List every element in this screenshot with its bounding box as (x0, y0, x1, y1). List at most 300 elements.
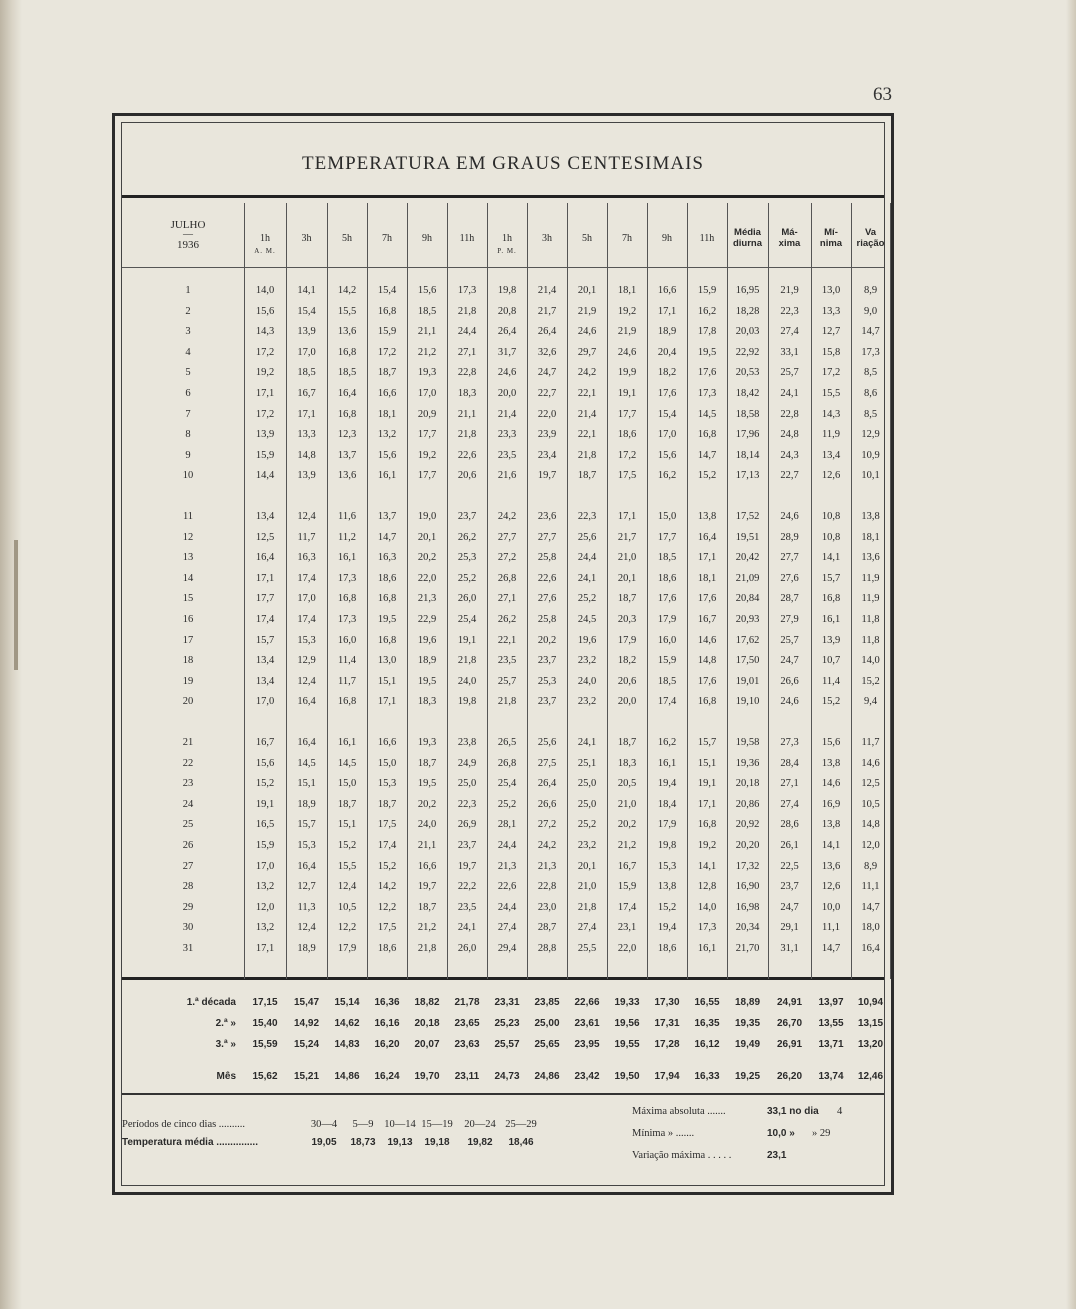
table-cell: 20,8 (497, 305, 517, 317)
table-cell: 17,1 (255, 943, 275, 954)
table-cell: 21,8 (497, 696, 517, 708)
table-cell: 22,1 (577, 388, 597, 399)
table-cell: 16,8 (821, 593, 841, 605)
column-header (851, 227, 890, 249)
table-cell: 22,7 (780, 470, 799, 482)
summary-cell: 21,78 (454, 997, 480, 1008)
table-cell: 16,4 (297, 696, 316, 708)
table-cell: 17,52 (735, 511, 760, 522)
table-cell: 13,6 (337, 470, 357, 482)
period-range: 10—14 (384, 1119, 416, 1130)
table-cell: 23,5 (457, 901, 477, 913)
table-cell: 23,8 (457, 737, 477, 748)
column-header-top: 1h (260, 233, 270, 244)
table-cell: 19,4 (657, 778, 677, 790)
table-cell: 17,6 (657, 388, 677, 399)
table-cell: 11,4 (822, 675, 840, 687)
table-cell: 16,8 (337, 593, 357, 605)
periods-label: Períodos de cinco dias .......... (122, 1119, 246, 1130)
summary-cell: 15,59 (252, 1039, 278, 1050)
table-cell: 18,0 (861, 922, 880, 934)
table-cell: 16,4 (297, 860, 316, 872)
table-cell: 22,6 (537, 572, 557, 584)
table-cell: 15,8 (821, 346, 841, 358)
summary-cell: 14,83 (334, 1039, 360, 1050)
table-cell: 8,9 (863, 860, 878, 872)
table-cell: 23,5 (497, 449, 517, 461)
summary-cell: 26,91 (776, 1039, 803, 1050)
table-cell: 17,9 (617, 634, 637, 646)
table-cell: 24,0 (577, 675, 597, 687)
table-cell: 15,6 (255, 757, 275, 769)
table-cell: 22,8 (780, 408, 799, 420)
table-cell: 25,7 (780, 367, 799, 379)
summary-cell: 25,00 (534, 1018, 560, 1029)
table-cell: 24,6 (577, 326, 597, 338)
table-cell: 21,6 (497, 470, 517, 482)
table-cell: 27,4 (577, 922, 597, 934)
table-cell: 18,5 (657, 675, 677, 687)
table-cell: 18,4 (657, 798, 677, 810)
table-cell: 31,7 (497, 346, 517, 358)
table-cell: 16,8 (377, 305, 397, 317)
table-cell: 12,7 (297, 881, 316, 893)
table-cell: 15,9 (255, 840, 275, 851)
table-cell: 10,9 (861, 449, 880, 461)
table-cell: 23,7 (780, 881, 799, 893)
summary-cell: 18,89 (734, 997, 761, 1008)
table-cell: 25,6 (577, 531, 597, 543)
table-cell: 19,8 (457, 696, 477, 708)
table-cell: 20,1 (577, 860, 597, 872)
table-cell: 26,4 (497, 326, 517, 338)
table-cell: 17,1 (617, 511, 637, 522)
table-cell: 13,0 (821, 285, 841, 296)
table-cell: 17,3 (457, 285, 477, 296)
rule-below-header (122, 267, 884, 268)
table-cell: 15,5 (337, 305, 357, 317)
table-cell: 25,0 (577, 798, 597, 810)
temperature-mean-value: 18,46 (508, 1137, 534, 1148)
summary-cell: 12,46 (857, 1071, 884, 1082)
table-cell: 19,2 (417, 449, 437, 461)
table-cell: 17,5 (617, 470, 637, 482)
column-header-top: 3h (542, 233, 552, 244)
summary-cell: 18,82 (414, 997, 440, 1008)
summary-cell: 19,70 (414, 1071, 440, 1082)
table-cell: 10,8 (821, 511, 841, 522)
summary-cell: 16,35 (694, 1018, 720, 1029)
table-cell: 28,4 (780, 757, 799, 769)
summary-cell: 16,20 (374, 1039, 400, 1050)
table-cell: 28,7 (537, 922, 557, 934)
table-cell: 19,36 (735, 757, 760, 769)
table-cell: 17,4 (297, 614, 316, 625)
table-cell: 20,4 (657, 346, 677, 358)
table-cell: 16,7 (297, 388, 316, 399)
table-cell: 12,7 (821, 326, 841, 338)
table-cell: 13,0 (377, 655, 397, 667)
table-cell: 15,7 (255, 634, 275, 646)
table-cell: 22,2 (457, 881, 477, 893)
table-cell: 24,4 (497, 901, 517, 913)
table-cell: 17,9 (657, 614, 677, 625)
table-cell: 14,1 (821, 552, 841, 564)
day-label: 8 (185, 429, 191, 441)
table-cell: 26,4 (537, 778, 557, 790)
table-cell: 16,1 (697, 943, 717, 954)
summary-cell: 23,85 (534, 997, 560, 1008)
table-cell: 22,0 (617, 943, 637, 954)
table-cell: 14,2 (337, 285, 357, 296)
table-cell: 20,2 (417, 552, 437, 564)
day-label: 10 (182, 470, 194, 482)
table-cell: 26,8 (497, 572, 517, 584)
table-cell: 17,1 (697, 552, 717, 564)
table-cell: 24,9 (457, 757, 477, 769)
table-cell: 11,2 (338, 531, 356, 543)
table-cell: 13,8 (657, 881, 677, 893)
table-cell: 20,5 (617, 778, 637, 790)
table-cell: 16,2 (697, 305, 717, 317)
table-cell: 27,7 (780, 552, 799, 564)
table-cell: 21,3 (537, 860, 557, 872)
table-cell: 24,1 (577, 572, 597, 584)
table-cell: 27,5 (537, 757, 557, 769)
table-cell: 13,3 (821, 305, 841, 317)
table-cell: 15,6 (657, 449, 677, 461)
column-divider (890, 203, 891, 979)
table-cell: 12,2 (337, 922, 357, 934)
table-cell: 25,2 (577, 819, 597, 831)
period-range: 30—4 (310, 1119, 338, 1130)
table-cell: 23,7 (537, 655, 557, 667)
table-cell: 19,5 (417, 778, 437, 790)
table-cell: 18,7 (377, 798, 397, 810)
temperature-mean-label: Temperatura média ............... (122, 1137, 258, 1148)
table-cell: 15,5 (337, 860, 357, 872)
table-cell: 23,2 (577, 655, 597, 667)
table-cell: 24,6 (617, 346, 637, 358)
table-cell: 21,1 (417, 840, 437, 851)
summary-cell: 23,42 (574, 1071, 600, 1082)
summary-cell: 23,95 (574, 1039, 600, 1050)
table-cell: 16,7 (255, 737, 275, 748)
table-cell: 11,8 (861, 634, 880, 646)
table-cell: 24,4 (497, 840, 517, 851)
table-cell: 19,3 (417, 737, 437, 748)
summary-cell: 22,66 (574, 997, 600, 1008)
min-label: Mínima » ....... (632, 1128, 695, 1139)
table-cell: 18,7 (577, 470, 597, 482)
table-cell: 21,8 (457, 429, 477, 441)
table-cell: 9,0 (863, 305, 878, 317)
table-cell: 15,1 (377, 675, 397, 687)
table-cell: 18,14 (735, 449, 760, 461)
table-cell: 15,4 (657, 408, 677, 420)
temperature-mean-value: 19,82 (467, 1137, 493, 1148)
table-cell: 27,2 (497, 552, 517, 564)
variation-label: Variação máxima . . . . . (632, 1150, 732, 1161)
table-cell: 19,3 (417, 367, 437, 379)
table-cell: 25,0 (457, 778, 477, 790)
table-cell: 26,9 (457, 819, 477, 831)
table-cell: 14,3 (255, 326, 275, 338)
table-cell: 16,8 (697, 819, 717, 831)
day-label: 14 (182, 572, 194, 584)
column-header (811, 227, 851, 249)
table-cell: 19,01 (735, 675, 760, 687)
table-cell: 16,4 (337, 388, 357, 399)
summary-cell: 16,12 (694, 1039, 720, 1050)
table-cell: 16,4 (861, 943, 880, 954)
summary-cell: 23,65 (454, 1018, 480, 1029)
table-cell: 16,6 (377, 388, 397, 399)
day-label: 4 (185, 346, 191, 358)
table-cell: 24,6 (780, 511, 799, 522)
table-cell: 21,8 (457, 305, 477, 317)
table-cell: 17,3 (337, 572, 357, 584)
table-cell: 13,6 (861, 552, 880, 564)
table-cell: 21,2 (417, 922, 437, 934)
table-cell: 17,7 (417, 429, 437, 441)
table-cell: 14,7 (697, 449, 717, 461)
table-cell: 13,7 (377, 511, 397, 522)
table-cell: 17,5 (377, 819, 397, 831)
table-cell: 27,6 (780, 572, 799, 584)
column-header-top: Va (864, 227, 877, 238)
table-cell: 22,92 (735, 346, 760, 358)
table-cell: 26,1 (780, 840, 799, 851)
summary-cell: 24,91 (776, 997, 803, 1008)
table-cell: 15,3 (377, 778, 397, 790)
table-cell: 13,4 (255, 511, 275, 522)
summary-cell: 23,63 (454, 1039, 480, 1050)
table-cell: 23,2 (577, 696, 597, 708)
table-cell: 24,4 (457, 326, 477, 338)
table-cell: 14,7 (861, 901, 880, 913)
table-cell: 14,8 (697, 655, 717, 667)
table-cell: 20,03 (735, 326, 760, 338)
table-cell: 24,2 (577, 367, 597, 379)
table-cell: 18,6 (657, 572, 677, 584)
table-cell: 24,4 (577, 552, 597, 564)
table-cell: 20,2 (617, 819, 637, 831)
table-cell: 26,6 (537, 798, 557, 810)
table-cell: 15,2 (255, 778, 275, 790)
summary-cell: 13,71 (818, 1039, 844, 1050)
table-cell: 12,9 (297, 655, 316, 667)
table-cell: 26,2 (497, 614, 517, 625)
table-cell: 17,1 (255, 388, 275, 399)
table-cell: 13,9 (297, 470, 316, 482)
table-cell: 16,7 (617, 860, 637, 872)
table-cell: 28,8 (537, 943, 557, 954)
table-cell: 26,0 (457, 943, 477, 954)
table-cell: 27,2 (537, 819, 557, 831)
column-header-top: 7h (622, 233, 632, 244)
day-label: 3 (185, 326, 191, 338)
table-cell: 12,4 (297, 675, 316, 687)
summary-cell: 17,94 (654, 1071, 680, 1082)
table-cell: 16,8 (377, 593, 397, 605)
table-cell: 18,5 (657, 552, 677, 564)
table-cell: 24,0 (417, 819, 437, 831)
day-label: 6 (185, 388, 191, 399)
day-label: 1 (185, 285, 191, 296)
table-cell: 13,3 (297, 429, 316, 441)
table-cell: 20,18 (735, 778, 760, 790)
summary-cell: 19,49 (734, 1039, 761, 1050)
table-cell: 24,3 (780, 449, 799, 461)
table-cell: 25,2 (497, 798, 517, 810)
table-cell: 10,8 (821, 531, 841, 543)
table-cell: 16,1 (377, 470, 397, 482)
table-cell: 27,4 (780, 798, 799, 810)
table-cell: 17,4 (657, 696, 677, 708)
table-cell: 15,1 (337, 819, 357, 831)
day-label: 26 (182, 840, 194, 851)
table-cell: 11,6 (338, 511, 356, 522)
summary-cell: 24,73 (494, 1071, 520, 1082)
table-cell: 26,8 (497, 757, 517, 769)
table-cell: 20,0 (617, 696, 637, 708)
table-cell: 16,7 (697, 614, 717, 625)
book-edge-right (1066, 0, 1076, 1309)
table-cell: 18,3 (457, 388, 477, 399)
table-cell: 16,3 (297, 552, 316, 564)
table-cell: 17,9 (657, 819, 677, 831)
rule-below-title (122, 195, 884, 198)
table-cell: 17,0 (255, 696, 275, 708)
table-cell: 16,1 (821, 614, 841, 625)
table-cell: 27,1 (497, 593, 517, 605)
table-cell: 11,7 (861, 737, 880, 748)
table-cell: 14,5 (337, 757, 357, 769)
column-header-top: 9h (662, 233, 672, 244)
table-cell: 27,4 (780, 326, 799, 338)
table-cell: 16,5 (255, 819, 275, 831)
day-label: 16 (182, 614, 194, 625)
table-cell: 23,0 (537, 901, 557, 913)
summary-cell: 23,11 (454, 1071, 480, 1082)
table-cell: 28,1 (497, 819, 517, 831)
table-cell: 13,8 (821, 819, 841, 831)
table-cell: 21,1 (417, 326, 437, 338)
table-cell: 27,7 (497, 531, 517, 543)
column-header-sub: xima (778, 238, 801, 249)
table-cell: 18,5 (337, 367, 357, 379)
table-cell: 14,1 (297, 285, 316, 296)
table-cell: 13,7 (337, 449, 357, 461)
table-cell: 17,50 (735, 655, 760, 667)
table-cell: 15,2 (377, 860, 397, 872)
table-cell: 19,4 (657, 922, 677, 934)
table-cell: 17,6 (697, 593, 717, 605)
table-cell: 21,8 (457, 655, 477, 667)
column-header-sub: nima (819, 238, 843, 249)
table-cell: 22,3 (577, 511, 597, 522)
table-cell: 25,2 (457, 572, 477, 584)
table-cell: 20,34 (735, 922, 760, 934)
summary-label: Mês (216, 1071, 236, 1082)
table-cell: 15,5 (821, 388, 841, 399)
summary-cell: 13,55 (818, 1018, 844, 1029)
table-cell: 11,7 (297, 531, 316, 543)
table-cell: 24,0 (457, 675, 477, 687)
summary-cell: 16,36 (374, 997, 400, 1008)
table-cell: 20,6 (617, 675, 637, 687)
table-cell: 16,4 (255, 552, 275, 564)
table-cell: 33,1 (780, 346, 799, 358)
table-cell: 15,2 (861, 675, 880, 687)
table-cell: 15,2 (337, 840, 357, 851)
period-range: 5—9 (352, 1119, 374, 1130)
table-cell: 15,7 (697, 737, 717, 748)
day-label: 29 (182, 901, 194, 913)
table-cell: 15,3 (297, 634, 316, 646)
header-dash: — (183, 229, 193, 240)
table-cell: 14,6 (697, 634, 717, 646)
table-cell: 17,2 (821, 367, 841, 379)
table-cell: 17,4 (617, 901, 637, 913)
summary-cell: 13,74 (818, 1071, 844, 1082)
table-cell: 21,0 (617, 798, 637, 810)
table-cell: 19,7 (417, 881, 437, 893)
table-cell: 17,4 (377, 840, 397, 851)
table-cell: 21,4 (577, 408, 597, 420)
table-cell: 18,2 (657, 367, 677, 379)
table-cell: 16,0 (657, 634, 677, 646)
table-inner-frame (121, 122, 885, 1186)
table-cell: 17,2 (377, 346, 397, 358)
table-cell: 17,6 (697, 675, 717, 687)
table-cell: 21,8 (417, 943, 437, 954)
table-cell: 16,4 (697, 531, 717, 543)
table-cell: 17,0 (657, 429, 677, 441)
table-cell: 17,1 (255, 572, 275, 584)
summary-cell: 19,33 (614, 997, 640, 1008)
max-absolute-day: 4 (837, 1106, 843, 1117)
column-header (567, 233, 607, 245)
column-header-sub: A. M. (254, 247, 276, 255)
table-cell: 28,9 (780, 531, 799, 543)
summary-cell: 20,18 (414, 1018, 440, 1029)
rule-above-footer (122, 1093, 884, 1095)
day-label: 17 (182, 634, 194, 646)
table-cell: 18,5 (297, 367, 316, 379)
table-cell: 10,0 (821, 901, 841, 913)
summary-label: 2.ª » (215, 1018, 236, 1029)
column-header-sub: riação (856, 238, 885, 249)
summary-cell: 20,07 (414, 1039, 440, 1050)
table-cell: 21,70 (735, 943, 760, 954)
table-cell: 21,0 (617, 552, 637, 564)
table-cell: 26,0 (457, 593, 477, 605)
column-header (768, 227, 811, 249)
table-cell: 13,2 (255, 922, 275, 934)
table-cell: 16,8 (697, 429, 717, 441)
column-header-sub: diurna (732, 238, 763, 249)
day-label: 21 (182, 737, 194, 748)
table-cell: 25,4 (497, 778, 517, 790)
table-cell: 22,0 (417, 572, 437, 584)
table-cell: 24,8 (780, 429, 799, 441)
table-cell: 18,28 (735, 305, 760, 317)
table-cell: 27,7 (537, 531, 557, 543)
table-cell: 25,7 (497, 675, 517, 687)
table-cell: 29,7 (577, 346, 597, 358)
